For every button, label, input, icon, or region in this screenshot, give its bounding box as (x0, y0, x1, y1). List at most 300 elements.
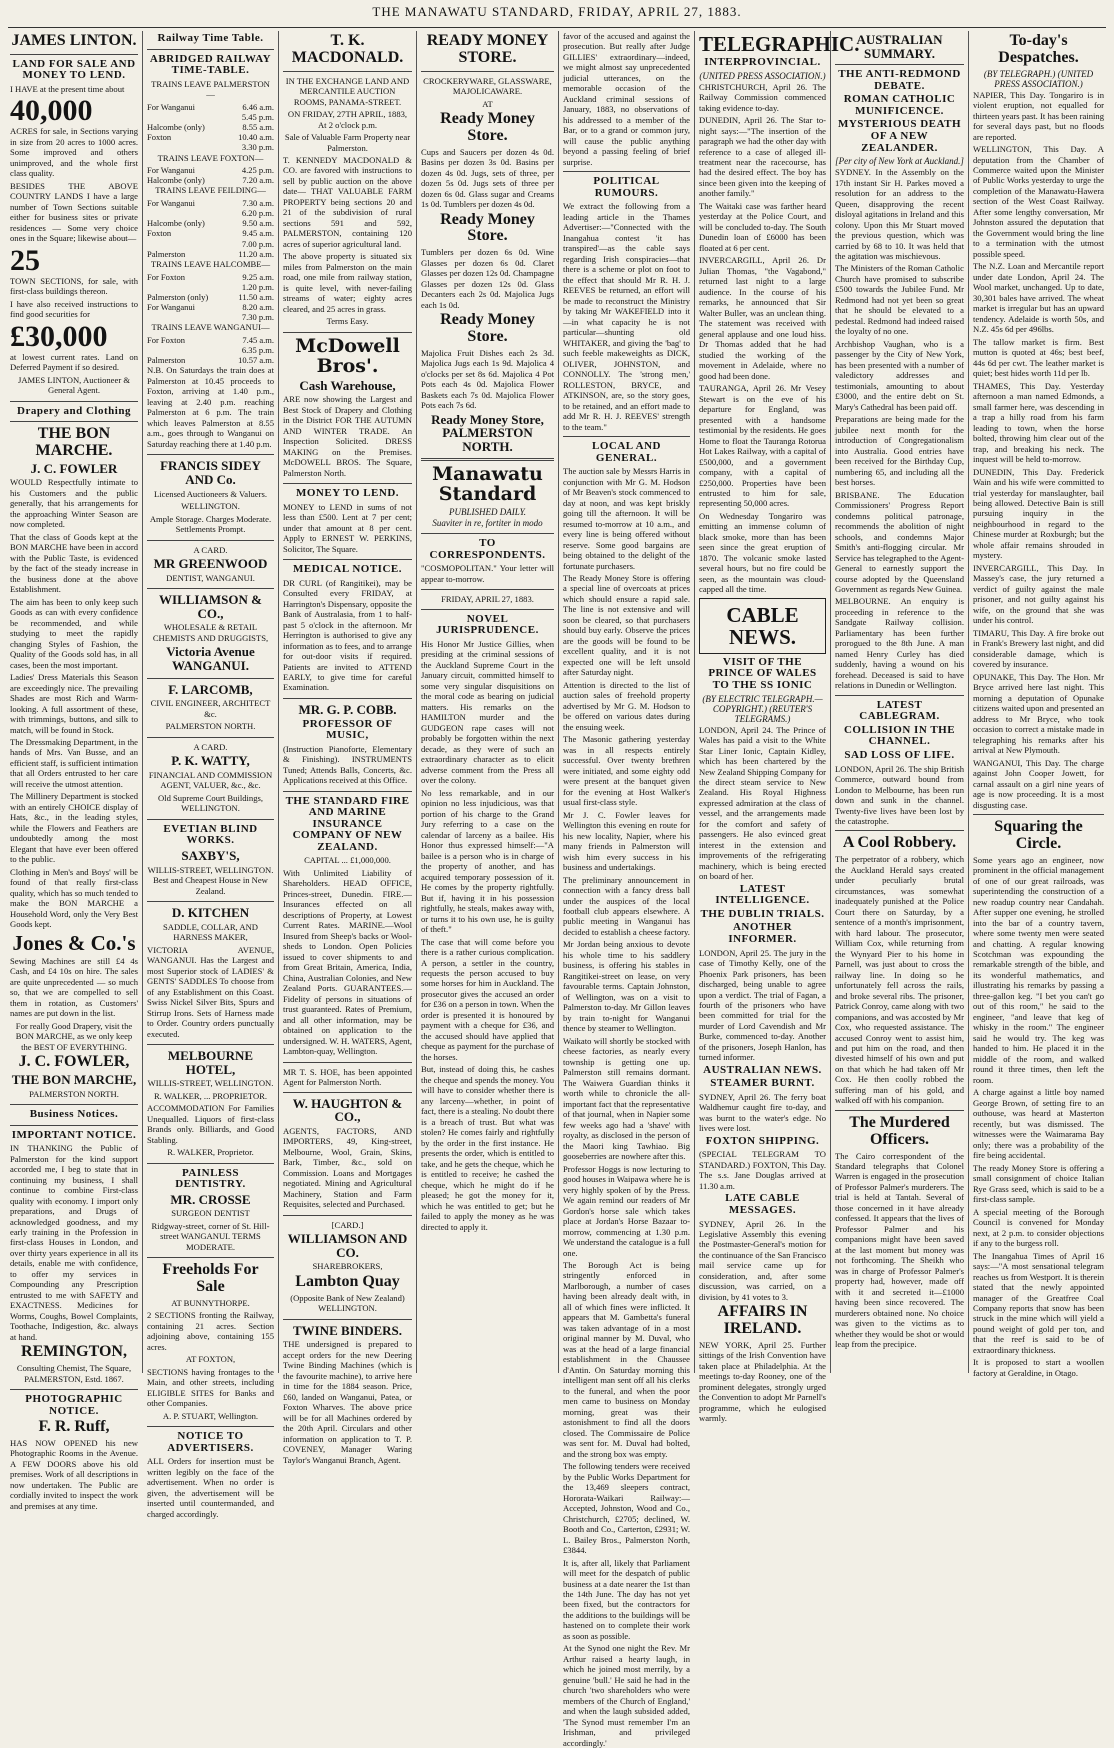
mcdowell-p: ARE now showing the Largest and Best Stock of Drapery and Clothing in the District FOR THE AUTUMN AND WINTER TRADE. An Inspection Solicited. DRESS MAKING on the Premises. McDOWELL BROS. The Square, Palmerston North. (283, 394, 412, 478)
timetable-row (147, 249, 274, 259)
ruff-name: F. R. Ruff, (38, 1418, 110, 1436)
local-heading: LOCAL AND GENERAL. (592, 440, 661, 464)
remington-sub: Consulting Chemist, The Square, PALMERSTON, Estd. 1867. (16, 1363, 132, 1384)
timetable-row (147, 198, 274, 208)
interprovincial-heading: INTERPROVINCIAL. (704, 56, 821, 69)
lambton-quay: Lambton Quay (295, 1272, 400, 1290)
ready-store-1: Ready Money Store. (440, 110, 535, 144)
timetable-row (147, 355, 274, 365)
standard-capital: CAPITAL ... £1,000,000. (304, 855, 391, 866)
collision-p: LONDON, April 26. The ship British Commerce, outward bound from London to Melbourne, has been run down and sunk in the channel. Twenty-five lives have been lost by the catastrophe. (835, 763, 964, 826)
crosse-p: Ridgway-street, corner of St. Hill-street WANGANUI. TERMS MODERATE. (151, 1220, 270, 1252)
cable-heading: CABLE NEWS. (726, 602, 799, 649)
timetable-destination: For Foxton (147, 334, 186, 345)
ready-at: AT (482, 98, 493, 109)
cobb-ad (283, 703, 412, 786)
drapery-heading: Drapery and Clothing (17, 404, 131, 417)
timetable-destination: Foxton (147, 228, 172, 239)
linton-p3: BESIDES THE ABOVE COUNTRY LANDS I have a large number of Town Sections suitable either for business sites or private residences — Some very choice ones in the Square; likewise about— (10, 180, 138, 244)
anti-redmond-heading: THE ANTI-REDMOND DEBATE. (838, 68, 961, 92)
timetable-destination: For Wanganui (147, 302, 196, 313)
summary-p2: The Ministers of the Roman Catholic Church have promised to subscribe £500 towards the Jubilee Fund. Mr Redmond had not yet been so great that he should be elevated to a pedestal. Redmond had indeed raised the loyalty of no one. (835, 263, 964, 337)
melbourne-sub: WILLIS-STREET, WELLINGTON. (147, 1078, 274, 1089)
adv-heading: NOTICE TO ADVERTISERS. (167, 1430, 254, 1454)
saxby-ad (147, 824, 274, 896)
correspondents-heading: TO CORRESPONDENTS. (429, 537, 546, 561)
dublin-heading: THE DUBLIN TRIALS. (700, 907, 825, 920)
macdonald-sub: IN THE EXCHANGE LAND AND MERCANTILE AUCTION ROOMS, PANAMA-STREET. (285, 75, 410, 107)
drapery-line: For really Good Drapery, visit the BON MARCHE, as we only keep the BEST OF EVERYTHING. (15, 1020, 133, 1052)
australian-heading: AUSTRALIAN NEWS. (703, 1063, 822, 1076)
freeholds-title: Freeholds For Sale (162, 1261, 259, 1296)
timetable-destination: For Wanganui (147, 101, 196, 112)
fowler-name-2: J. C. FOWLER, (18, 1053, 130, 1071)
walker-line: R. WALKER, ... PROPRIETOR. (153, 1090, 268, 1101)
correspondents (421, 538, 554, 584)
novel-continued: favor of the accused and against the prosecution. But really after Judge GILLIES' extraordinary—indeed, we might almost say unprecedented judicial utterances, on the memorable occasion of the Auckland criminal sessions of January, 1883, no observations of his addressed to a member of the Bar, or to a grand or common jury, will cause the public anything beyond a passing feeling of brief surprise. (563, 31, 690, 167)
despatch-3: The N.Z. Loan and Mercantile report under date London, April 24. The Wool market, unchanged. Up to date, 30,301 bales have arrived. The wheat market is irregular but has an upward tendency. Adelaide is worth 50s, and N.Z. 45s 6d per 496lbs. (973, 261, 1104, 335)
local-p11: The following tenders were received by the Public Works Department for the 13,469 sleepers contract, Hororata-Waikari Railway:—Accepted, Johnston, Wood and Co., Christchurch, £2705; declined, W. Booth and Co., Carterton, £2931; W. L. Bailey Bros., Palmerston North, £3844. (563, 1461, 690, 1556)
local-p6: The preliminary announcement in connection with a fancy dress ball under the auspices of the local football club appears elsewhere. A public meeting in Wanganui has decided to establish a cheese factory. (563, 874, 690, 937)
crosse-name: MR. CROSSE (170, 1191, 251, 1207)
greenwood-card: A CARD. (193, 544, 228, 555)
macdonald-terms: Terms Easy. (326, 316, 369, 327)
larcomb-sub: CIVIL ENGINEER, ARCHITECT &c. (150, 698, 271, 719)
foxton-shipping-p: (SPECIAL TELEGRAM TO STANDARD.) FOXTON, This Day. The s.s. Jane Douglas arrived at 11.30 a.m. (699, 1149, 826, 1191)
adv-p: ALL Orders for insertion must be written legibly on the face of the advertisement. When no order is given, the advertisement will be inserted until countermanded, and charged accordingly. (147, 1456, 274, 1519)
despatch-1: NAPIER, This Day. Tongariro is in violent eruption, not equalled for thirteen years past. It has been raining for several days past, but no floods are reported. (973, 89, 1104, 142)
timetable-destination (147, 345, 213, 355)
timetable-destination (147, 282, 227, 292)
rail-sec-1: TRAINS LEAVE PALMERSTON— (151, 78, 270, 100)
dublin-p: LONDON, April 25. The jury in the case of Timothy Kelly, one of the Phoenix Park prisoners, has been discharged, being unable to agree upon a verdict. The trial of Fagan, a fourth of the prisoners who have been committed for trial for the murder of Lord Cavendish and Mr Burke, commenced to-day. Another of the prisoners, Joseph Hanlon, has turned informer. (699, 947, 826, 1063)
saxby-name: SAXBY'S, (181, 847, 240, 863)
rail-title: ABRIDGED RAILWAY TIME-TABLE. (149, 52, 272, 77)
watty-name: P. K. WATTY, (171, 753, 250, 769)
local-p13: At the Synod one night the Rev. Mr Arthur raised a hearty laugh, in which he joined most merrily, by a genuine 'bull.' He said he had in the church 'two shareholders who were members of the Church of England,' and when the laugh subsided added, 'The Synod must remember I'm an Irishman, and privileged accordingly.' (563, 1643, 690, 1748)
reuter-line: (BY ELECTRIC TELEGRAPH.—COPYRIGHT.) (REUTER'S TELEGRAMS.) (702, 693, 823, 724)
foxton-p: SECTIONS having frontages to the Main, and other streets, including ELIGIBLE SITES for Banks and other Companies. (147, 1366, 274, 1409)
williamson2-sub: SHAREBROKERS, (312, 1261, 383, 1272)
bon-p2: That the class of Goods kept at the BON MARCHE have been in accord with the Public Taste, is evidenced by the fact of the steady increase in the business done at the above Establishment. (10, 531, 138, 595)
linton-p4: TOWN SECTIONS, for sale, with first-class buildings thereon. (10, 275, 138, 297)
money-ad (283, 488, 412, 554)
timetable-row (147, 282, 274, 292)
paper-sub: PUBLISHED DAILY. (449, 507, 526, 518)
circle-p5: The Inangahua Times of April 16 says:—"A most sensational telegram reaches us from Westport. It is therein stated that the newly appointed manager of the Greatfree Coal Company reports that snow has been struck in the mine which will yield a pound weight of gold per ton, and that the reef is said to be of extraordinary thickness. (973, 1250, 1104, 1355)
timetable-time: 11.20 a.m. (238, 248, 274, 259)
late-cable-heading: LATE CABLE MESSAGES. (725, 1192, 800, 1216)
despatch-5: THAMES, This Day. Yesterday afternoon a man named Edmonds, a small farmer here, was descending in a trap a hilly road from his farm leading to town, when the horse bolted, throwing him clear out of the trap, and breaking his neck. The inquest will be held to-morrow. (973, 380, 1104, 465)
williamson-sharebrokers-ad (283, 1220, 412, 1314)
timetable-row (147, 335, 274, 345)
lambton-sub: (Opposite Bank of New Zealand) WELLINGTON. (290, 1292, 405, 1314)
timetable-row (147, 208, 274, 218)
timetable-time: 5.45 p.m. (241, 111, 274, 122)
despatch-7: INVERCARGILL, This Day. In Massey's case, the jury returned a verdict of guilty against the male prisoner, and not guilty against his wife, on the ground that she was under his control. (973, 562, 1104, 626)
summary-p1: SYDNEY. In the Assembly on the 17th instant Sir H. Parkes moved a resolution for an address to the Queen, disapproving the recent disloyal agitations in Ireland and this colony. Upon this Mr Stuart moved the previous question, which was carried by 68 to 10. It was held that the agitation was mischievous. (835, 167, 964, 261)
timetable-time: 9.45 a.m. (242, 228, 274, 239)
timetable-row (147, 122, 274, 132)
column-2 (142, 31, 278, 1519)
macdonald-title: T. K. MACDONALD. (291, 32, 404, 66)
larcomb-ad (147, 683, 274, 732)
sad-heading: SAD LOSS OF LIFE. (844, 749, 955, 762)
ready-p: CROCKERYWARE, GLASSWARE, MAJOLICAWARE. (423, 75, 552, 97)
timetable-destination (147, 239, 226, 249)
mcdowell-ad (283, 334, 412, 478)
tel-p1: CHRISTCHURCH, April 26. The Railway Commission commenced taking evidence to-day. (699, 81, 826, 113)
sidey-town: WELLINGTON. (181, 501, 240, 512)
ready-money-ad (421, 33, 554, 453)
paper-motto: Suaviter in re, fortiter in modo (432, 518, 543, 529)
williamson-town: Victoria Avenue WANGANUI. (166, 644, 255, 674)
twine-ad (283, 1324, 412, 1465)
timetable-time: 3.30 p.m. (241, 142, 274, 153)
timetable-time: 9.50 a.m. (242, 218, 274, 229)
money-p: MONEY to LEND in sums of not less than £500. Lent at 7 per cent; under that amount at 8 per cent. Apply to ERNEST W. PERKINS, Solicitor, The Square. (283, 501, 412, 554)
ready-list-3: Majolica Fruit Dishes each 2s 3d. Majolica Jugs each 1s 9d. Majolica 4 o'clocks per set 8s 6d. Majolica 4 Pot Pots each 4s 0d. Majolica Flower Baskets each 7s 0d. Majolica Flower Pots each 7s 6d. (421, 347, 554, 411)
twine-title: TWINE BINDERS. (292, 1322, 403, 1338)
bon-p6: The Millinery Department is stocked with an entirely CHOICE display of Hats, &c., in the leading styles, while the Flowers and Feathers are undoubtedly among the most Elegant that have ever been offered to the public. (10, 791, 138, 865)
timetable-destination: For Wanganui (147, 165, 196, 176)
greenwood-ad (147, 545, 274, 584)
tel-p3: The Waitaki case was farther heard yesterday at the Police Court, and will be concluded to-day. The South Dunedin loan of £6000 has been floated at 6 per cent. (699, 200, 826, 253)
standard-insurance-ad (283, 796, 412, 1057)
medical-p: DR CURL (of Rangitikei), may be Consulted every FRIDAY, at Harrington's Dispensary, opposite the Bank of Australasia, from 1 to half-past 5 o'clock in the afternoon. Mr Herrington is authorised to give any information as to fees, and to arrange for out-door visits if required. Patients are invited to ATTEND EARLY, to give time for careful Examination. (283, 577, 412, 693)
rail-note: N.B. On Saturdays the train does at Palmerston at 10.45 proceeds to Foxton, arriving at 1.40 p.m., leaving at 2.40 p.m. reaching Palmerston at 6 p.m. The train which leaves Palmerston at 8.55 a.m., goes through to Wanganui on Saturday reaching there at 1.40 p.m. (147, 365, 274, 449)
linton-p5: I have also received instructions to find good securities for (10, 298, 138, 320)
money-heading: MONEY TO LEND. (295, 487, 400, 500)
novel-p4: But, instead of doing this, he cashes the cheque and spends the money. You will have to consider whether there is any larceny—whether, in point of fact, there is a stealing. No doubt there is a breach of trust. But what was stolen? He comes fairly and rightfully by the order in the first instance. He presents the order, which is entitled to take, and he gets the cheque, which he is entitled to receive; he cashed the cheque, which he might do if he pleased; he got the money for it, which he was entitled to get; but he failed to apply the money as he was directed to apply it. (421, 1064, 554, 1232)
robbery-heading: A Cool Robbery. (842, 834, 957, 852)
timetable-time: 7.30 p.m. (241, 312, 274, 323)
williamson-sub: WHOLESALE & RETAIL CHEMISTS AND DRUGGISTS, (152, 622, 269, 643)
kitchen-p: VICTORIA AVENUE, WANGANUI. Has the Largest and most Superior stock of LADIES' & GENTS' SADDLES To choose from of any Establishment on this Coast. Swiss Nickel Silver Bits, Spurs and Stirrup Irons. Sets of Harness made to Order. Country orders punctually executed. (147, 944, 274, 1039)
timetable-destination: Palmerston (147, 355, 186, 366)
painless-heading: PAINLESS DENTISTRY. (175, 1166, 246, 1191)
crosse-sub: SURGEON DENTIST (171, 1208, 250, 1219)
larcomb-name: F. LARCOMB, (168, 681, 253, 697)
timetable-destination: Halcombe (only) (147, 175, 205, 186)
bunny-heading: AT BUNNYTHORPE. (171, 1297, 250, 1308)
summary-heading: AUSTRALIAN SUMMARY. (856, 32, 943, 61)
rail-table-3 (147, 198, 274, 259)
timetable-time: 7.30 a.m. (242, 197, 274, 208)
timetable-destination: Halcombe (only) (147, 218, 205, 229)
despatch-9: OPUNAKE, This Day. The Hon. Mr Bryce arrived here last night. This morning a deputation of Opunake citizens waited upon and presented an address to Mr Bryce, who took occasion to correct a mistake made in telegraphing his remarks after his arrival at New Plymouth. (973, 671, 1104, 756)
timetable-time: 9.25 a.m. (242, 271, 274, 282)
tel-p4: INVERCARGILL, April 26. Dr Julian Thomas, "the Vagabond," returned last night to a large audience. In the course of his remarks, he announced that Sir Walter Buller, was an unclean thing. The statement was received with general applause and one loud hiss. Dr Thomas added that he had studied the working of the movement in Adelaide, where no good had been done. (699, 255, 826, 381)
circle-p: Some years ago an engineer, now prominent in the official management of one of our great railroads, was superintending the construction of a new roadup country near Candahah. After supper one evening, he strolled into the bar of a country tavern, where some twenty men were seated and chatting. A regular knowing Scotchman was expounding the remarkable strength of the bible, and its wonderful mathematics, and illustrating his remarks by passing a three-gallon keg. "I bet you can't go out of this room," he said to the engineer, "and leave that keg of whisky in the room." The engineer said he would try. The keg was handed to him. He placed it in the middle of the room, and walked round it three times, then left the room. (973, 854, 1104, 1085)
timetable-row (147, 272, 274, 282)
foxton-shipping-heading: FOXTON SHIPPING. (705, 1134, 820, 1147)
sidey-p: Ample Storage. Charges Moderate. Settlements Prompt. (149, 513, 272, 535)
timetable-row (147, 228, 274, 238)
column-4 (416, 31, 558, 1373)
australian-p: SYDNEY, April 26. The ferry boat Waldhemur caught fire to-day, and was burnt to the water's edge. No lives were lost. (699, 1092, 826, 1134)
munificence-heading: ROMAN CATHOLIC MUNIFICENCE. (843, 93, 956, 117)
melbourne-hotel-ad (147, 1049, 274, 1158)
stuart-sig: A. P. STUART, Wellington. (162, 1410, 259, 1421)
bon-marche-title: THE BON MARCHE. (35, 425, 113, 459)
linton-acres: 40,000 (10, 94, 93, 128)
important-heading: IMPORTANT NOTICE. (11, 1128, 137, 1141)
masthead: THE MANAWATU STANDARD, FRIDAY, APRIL 27, 1883. (372, 4, 742, 19)
remington-name: REMINGTON, (21, 1343, 127, 1361)
steamer-heading: STEAMER BURNT. (710, 1077, 815, 1090)
cobb-name: MR. G. P. COBB. (298, 701, 397, 717)
timetable-row (147, 142, 274, 152)
tel-p6: On Wednesday Tongariro was emitting an immense column of black smoke, more than has been seen since the great eruption of 1870. The volcanic smoke lasted several hours, but no fire could be seen, as the mountain was cloud-capped all the time. (699, 510, 826, 595)
masthead-rule (8, 27, 1106, 28)
press-assoc: (UNITED PRESS ASSOCIATION.) (699, 70, 826, 81)
medical-ad (283, 564, 412, 693)
local-p2: The Ready Money Store is offering a special line of overcoats at prices which should ensure a rapid sale. The line is not extensive and will soon be cleared, so that purchasers should buy early. Observe the prices are the goods will be found to be excellent quality, and it is not expected one will be left unsold after Saturday night. (563, 572, 690, 678)
timetable-time: 6.35 p.m. (241, 345, 274, 356)
timetable-row (147, 312, 274, 322)
walker-sig: R. WALKER, Proprietor. (167, 1147, 254, 1158)
timetable-time: 8.55 a.m. (242, 121, 274, 132)
correspondents-p: "COSMOPOLITAN." Your letter will appear to-morrow. (421, 563, 554, 584)
watty-sub: FINANCIAL AND COMMISSION AGENT, VALUER, &c., &c. (148, 769, 273, 791)
timetable-row (147, 302, 274, 312)
timetable-time: 10.57 a.m. (238, 355, 274, 366)
murdered-heading: The Murdered Officers. (849, 1113, 950, 1148)
bon-p5: The Dressmaking Department, in the hands of Mrs. Van Busse, and an efficient staff, is sufficient intimation that all Orders entrusted to her care will receive the utmost attention. (10, 736, 138, 789)
bon-p1: WOULD Respectfully intimate to his Customers and the public generally, that his arrangements for the approaching Winter Season are now completed. (10, 477, 138, 530)
mysterious-heading: MYSTERIOUS DEATH OF A NEW ZEALANDER. (837, 118, 961, 154)
macdonald-date: ON FRIDAY, 27TH APRIL, 1883, At 2 o'clock p.m. (287, 109, 408, 130)
rail-sec-2: TRAINS LEAVE FOXTON— (157, 152, 264, 163)
railway-timetable (147, 54, 274, 450)
freeholds-ad (147, 1262, 274, 1421)
rail-sec-3: TRAINS LEAVE FEILDING— (155, 185, 266, 196)
column-3 (278, 31, 416, 1465)
watty-ad (147, 742, 274, 814)
standard-title: THE STANDARD FIRE AND MARINE INSURANCE COMPANY OF NEW ZEALAND. (285, 794, 410, 853)
circle-p3: The ready Money Store is offering a small consignment of choice Italian Rye Grass seed, which is said to be a first-class sample. (973, 1162, 1104, 1205)
local-p1: The auction sale by Messrs Harris in conjunction with Mr G. M. Hodson of Mr Beaven's stock commenced to day at noon, and was kept briskly going till the afternoon. It will be resumed to-morrow at 10 a.m., and every line is being offered without reserve. Some good bargains are being obtained to the delight of the fortunate purchasers. (563, 466, 690, 571)
jones-p: Sewing Machines are still £4 4s Cash, and £4 10s on hire. The sales are quite unprecedented — so much so, that we are compelled to sell them in rotation, as Customers' names are put down in the list. (10, 955, 138, 1019)
circle-p4: A special meeting of the Borough Council is convened for Monday next, at 2 p.m. to consider objections if any to the burgess roll. (973, 1206, 1104, 1249)
telegraphic-heading: TELEGRAPHIC. (699, 32, 860, 56)
timetable-row (147, 175, 274, 185)
rail-table-5 (147, 335, 274, 366)
cobb-sub: PROFESSOR OF MUSIC, (302, 717, 393, 742)
timetable-destination (147, 312, 227, 322)
circle-p2: A charge against a little boy named George Brown, of setting fire to an outhouse, was heard at Masterton recently, but was dismissed. The witnesses were the Waimarama Bay only; there was a probability of the fire being accidental. (973, 1087, 1104, 1161)
macdonald-p1: Sale of Valuable Farm Property near Palmerston. (284, 132, 411, 153)
timetable-destination (147, 142, 225, 152)
greenwood-name: MR GREENWOOD (153, 556, 268, 572)
rail-sec-5: TRAINS LEAVE WANGANUI— (151, 322, 270, 333)
sidey-title: FRANCIS SIDEY AND Co. (160, 458, 261, 487)
despatches-assoc: (BY TELEGRAPH.) (UNITED PRESS ASSOCIATION.) (983, 68, 1094, 89)
local-p5: Mr J. C. Fowler leaves for Wellington this evening en route for his new locality, Napier, where his many friends in Palmerston will wish him every success in his business and undertakings. (563, 809, 690, 873)
novel-p1: His Honor Mr Justice Gillies, when presiding at the criminal sessions of the Auckland Supreme Court in the January circuit, committed himself to some very singular disquisitions on the moral code as bearing on judicial matters. His remarks on the HAMILTON murder and the GUDGEON rape cases will not probably be forgotten within the next decade, as they were of such an extraordinary character as to elicit adverse comment from the Press all over the colony. (421, 638, 554, 786)
timetable-row (147, 165, 274, 175)
local-p4: The Masonic gathering yesterday was in all respects entirely successful. Over twenty brethren were initiated, and some eighty odd were present at the banquet given for the evening at Host Walker's usual first-class style. (563, 734, 690, 808)
melbourne-p: ACCOMMODATION For Families Unequalled. Liquors of first-class Brands only. Billiards, and Good Stabling. (147, 1103, 274, 1145)
ready-list-1: Cups and Saucers per dozen 4s 0d. Basins per dozen 3s 0d. Basins per dozen 4s 0d. Jugs, sets of three, per dozen 5s 0d. Jugs sets of three per dozen 6s 0d. Glass sugar and Creams 1s 0d. Tumblers per dozen 4s 0d. (421, 146, 554, 210)
linton-sig: JAMES LINTON, Auctioneer & General Agent. (17, 374, 131, 396)
informer-heading: ANOTHER INFORMER. (728, 921, 797, 946)
local-p10: The Borough Act is being stringently enforced in Marlborough, a number of cases having been already dealt with, in all of which fines were inflicted. It appears that M. Gambetta's funeral was taken advantage of in a most original manner by M. Duval, who was at the head of a large financial establishment in the Chaussee d'Antin. On Saturday morning this intelligent man sent off all his clerks to the funeral, and when the poor men came to business on Monday morning, great was their astonishment to find all the doors closed. The Commissaire de Police was sent for. M. Duval had bolted, and the strong box was empty. (563, 1259, 690, 1459)
standard-p: With Unlimited Liability of Shareholders. HEAD OFFICE, Princes-street, Dunedin. FIRE.—Insurances effected on all descriptions of Property, at Lowest Current Rates. MARINE.—Wool Insured from Sheep's backs or Wool-sheds to London. Open Policies issued to cover shipments to and from Great Britain, America, India, China, Australian Colonies, and New Zealand Ports. GUARANTEES.—Fidelity of persons in situations of trust guaranteed. Rates of Premium, and all other information, may be obtained on application to the undersigned. W. H. WATERS, Agent, Lambton-quay, Wellington. (283, 867, 412, 1057)
williamson-name: WILLIAMSON & CO., (159, 592, 262, 621)
cobb-p: (Instruction Pianoforte, Elementary & Finishing). INSTRUMENTS Tuned; Attends Balls, Concerts, &c. Applications received at this Office. (283, 743, 412, 786)
timetable-row (147, 292, 274, 302)
latest-cable-heading: LATEST CABLEGRAM. (859, 698, 940, 723)
novel-heading: NOVEL JURISPRUDENCE. (436, 612, 539, 637)
summary-p5: BRISBANE. The Education Commissioners' Progress Report condemns political patronage, recommends the abolition of night schools, and condemns Major Smith's anti-flogging circular. Mr Service has telegraphed to the Agent-General to earnestly support the course adopted by the Queensland Government as regards New Guinea. (835, 489, 964, 594)
rail-table-4 (147, 272, 274, 323)
watty-card: A CARD. (193, 741, 228, 752)
tel-p5: TAURANGA, April 26. Mr Vesey Stewart is on the eve of his departure for England, was presented with a handsome testimonial by the residents. He goes Home to float the Tauranga Rotorua Hot Lakes Railway, with a capital of £500,000, and a government company, with a capital of £250,000. Properties have been entrusted to him for sale, representing 50,000 acres. (699, 383, 826, 509)
local-p8: Waikato will shortly be stocked with cheese factories, as nearly every township is getting one up. Palmerston still remains dormant. The Waiwera Guardian thinks it worth while to chronicle the all-important fact that the representative of that journal, when in Napier some few weeks ago had a 'shave' with royalty, as disclosed in the person of the Maori king Tawhiao. Big gooseberries are nowhere after this. (563, 1035, 690, 1162)
williamson-ad (147, 593, 274, 673)
timetable-time: 7.45 a.m. (242, 334, 274, 345)
murdered-p: The Cairo correspondent of the Standard telegraphs that Colonel Warren is engaged in the prosecution of Professor Palmer's murderers. The trial is held at Tantah. Several of those concerned in it have already confessed. It appears that the lives of Professor Palmer and his companions might have been saved at the last moment but money was not forthcoming. The Sheikh who was in charge of Professor Palmer's property had, however, made off with it and secreted it—£1000 having been since recovered. The murderers obtained none. No choice was given to the victims as to whether they would be shot or would leap from the precipice. (835, 1150, 964, 1350)
kitchen-ad (147, 906, 274, 1039)
timetable-time: 4.25 p.m. (241, 165, 274, 176)
collision-heading: COLLISION IN THE CHANNEL. (843, 723, 956, 748)
bon-p4: Ladies' Dress Materials this Season are exceedingly nice. The prevailing Shades are most Rich and Warm-looking. A full assortment of these, with trimmings, buttons, and silk to match, will be found in Stock. (10, 672, 138, 735)
timetable-row (147, 239, 274, 249)
williamson-card: [CARD.] (331, 1219, 364, 1230)
mcdowell-title: McDowell Bros'. (295, 334, 400, 377)
timetable-time: 1.20 p.m. (241, 281, 274, 292)
larcomb-town: PALMERSTON NORTH. (165, 721, 256, 732)
timetable-time: 6.46 a.m. (242, 101, 274, 112)
local-p7: Mr Jordan being anxious to devote his whole time to his saddlery business, is offering his stables in Rangitikei-street on lease, on very favourable terms. Captain Johnston, of Wellington, was on a visit to Palmerston to-day. Mr Gillon leaves by train to-night for Wanganui thence by steamer to Wellington. (563, 939, 690, 1034)
latest-heading: LATEST INTELLIGENCE. (715, 882, 810, 907)
despatch-10: WANGANUI, This Day. The charge against John Cooper Jowett, for carnal assault on a girl nine years of age is now proceeding. It is a most disgusting case. (973, 757, 1104, 810)
column-6 (694, 31, 860, 1424)
sidey-sub: Licensed Auctioneers & Valuers. (154, 488, 267, 499)
rail-table-2 (147, 165, 274, 185)
circle-heading: Squaring the Circle. (994, 818, 1083, 852)
important-notice (10, 1130, 138, 1385)
novel-jurisprudence (421, 614, 554, 1232)
political-p: We extract the following from a leading article in the Thames Advertiser:—"Connected with the Inangahua contest 'it has transpired'—as the cable says regarding Irish conspiracies—that there is a scheme or plot on foot to the effect that should Mr R. H. J. REEVES be returned, an effort will be made to reconstruct the Ministry by taking Mr WAKEFIELD into it—in what capacity he is not particular—shunting old WHITAKER, and giving the 'bag' to such feeble makeweights as DICK, OLIVER, JOHNSTON, and CONNOLLY. The 'strong men,' ROLLESTON, BRYCE, and ATKINSON, are, so the story goes, to be retained, and an effort made to add Mr R. H. J. REEVES' strength to the team." (563, 201, 690, 432)
linton-p2: ACRES for sale, in Sections varying in size from 20 acres to 1000 acres. Some improved and others unimproved, and the whole first class quality. (10, 126, 138, 179)
rail-table-1 (147, 102, 274, 153)
advertisers-notice (147, 1431, 274, 1519)
column-5 (558, 31, 694, 1748)
column-1 (6, 31, 142, 1511)
mcdowell-sub: Cash Warehouse, (299, 377, 396, 393)
blind-works: EVETIAN BLIND WORKS. (163, 822, 258, 847)
saxby-p: WILLIS-STREET, WELLINGTON. Best and Cheapest House in New Zealand. (147, 864, 274, 896)
crosse-ad (147, 1168, 274, 1253)
timetable-time: 6.20 p.m. (241, 208, 274, 219)
ready-store-2: Ready Money Store. (440, 210, 535, 245)
paper-nameplate (421, 465, 554, 528)
bon-p7: Clothing in Men's and Boys' will be found of that really first-class quality, which has so much tended to make the BON MARCHE a Household Word, only the Very Best Goods kept. (10, 866, 138, 930)
medical-heading: MEDICAL NOTICE. (293, 563, 402, 576)
summary-p4: Preparations are being made for the jubilee next month for the introduction of Congregationalism into Australia. Good entries have been received for the Birthday Cup, numbering 65, and including all the best horses. (835, 414, 964, 488)
circle-p6: It is proposed to start a woollen factory at Geraldine, in Otago. (973, 1357, 1104, 1378)
linton-money: £30,000 (10, 319, 108, 353)
haughton-ad (283, 1097, 412, 1210)
ready-store-3: Ready Money Store. (440, 311, 535, 345)
ready-foot: Ready Money Store, PALMERSTON NORTH. (431, 411, 544, 454)
macdonald-ad (283, 33, 412, 327)
linton-ad (10, 33, 138, 396)
kitchen-sub: SADDLE, COLLAR, AND HARNESS MAKER, (162, 921, 258, 943)
melbourne-name: MELBOURNE HOTEL, (167, 1048, 254, 1077)
despatch-4: The tallow market is firm. Best mutton is quoted at 46s; best beef, 44s 6d per cwt. The leather market is quiet; best hides worth 11d per lb. (973, 336, 1104, 379)
cable-banner (699, 598, 826, 654)
paper-title: Manawatu Standard (432, 463, 543, 506)
timetable-row (147, 112, 274, 122)
timetable-destination: Palmerston (only) (147, 291, 209, 302)
fowler-name: J. C. FOWLER (30, 460, 118, 476)
bon-address: PALMERSTON NORTH. (29, 1088, 119, 1099)
timetable-row (147, 132, 274, 142)
bon-p3: The aim has been to only keep such Goods as can with every confidence be recommended, and while studying to meet the rapidly changing Styles of Fashion, the Quality of the Goods sold has, in all cases, been the most important. (10, 596, 138, 670)
political-heading: POLITICAL RUMOURS. (593, 175, 660, 199)
visit-heading: VISIT OF THE PRINCE OF WALES TO THE SS IONIC (708, 655, 817, 692)
timetable-time: 8.20 a.m. (242, 302, 274, 313)
late-cable-p: SYDNEY, April 26. In the Legislative Assembly this evening the Postmaster-General's motion for the continuance of the San Francisco mail service came up for consideration, and, after some discussion, was carried, on a division, by 41 votes to 3. (699, 1218, 826, 1302)
greenwood-sub: DENTIST, WANGANUI. (166, 572, 255, 583)
ireland-heading: AFFAIRS IN IRELAND. (717, 1303, 808, 1338)
rail-sec-4: TRAINS LEAVE HALCOMBE— (150, 259, 271, 270)
issue-date: FRIDAY, APRIL 27, 1883. (441, 594, 534, 605)
timetable-row (147, 345, 274, 355)
timetable-destination (147, 112, 225, 122)
robbery-p: The perpetrator of a robbery, which the Auckland Herald says created under peculiarly brutal circumstances, was somewhat inadequately punished at the Police Court there on Saturday, by a sentence of a month's imprisonment, with hard labour. The prosecutor, William Cox, while returning from the Wynyard Pier to his home in Parnell, was just about to cross the railway line. In doing so he unfortunately fell across the rails, and broke several ribs. The prisoner, Patrick Conroy, came along with two companions, and was accosted by Mr Cox, who requested assistance. The accused Conroy went to assist him, and put him on the road, and then divested himself of his own and put on that which he had taken off Mr Cox. He then coolly robbed the suffering man of his gold, and walked off with his companion. (835, 854, 964, 1106)
twine-p: THE undersigned is prepared to accept orders for the new Deering Twine Binding Machines (which is the favourite machine), to arrive here in time for the 1884 season. Price, £60, landed on Wanganui, Patea, or Foxton Wharves. The above price will be for all Machines ordered by the 20th April. Circulars and other information on application to T. P. COVENEY, Manager Waring Taylor's Wanganui Branch, Agent. (283, 1339, 412, 1465)
despatch-6: DUNEDIN, This Day. Frederick Wain and his wife were committed to trial yesterday for manslaughter, bail being allowed. Detective Bain is still pursuing inquiry in the neighbourhood in regard to the Chinese murder at Roxburgh; but the whole affair remains shrouded in mystery. (973, 466, 1104, 561)
haughton-p: AGENTS, FACTORS, AND IMPORTERS, 49, King-street, Melbourne, Wool, Grain, Skins, Bark, Timber, &c., sold on Commission. Loans and Mortgages negotiated. Mining and Agricultural Machinery, Station and Farm Requisites, selected and Purchased. (283, 1125, 412, 1210)
timetable-time: 7.00 p.m. (241, 238, 274, 249)
linton-p1: I HAVE at the present time about (10, 83, 125, 94)
timetable-time: 10.40 a.m. (238, 132, 274, 143)
linton-p6: at lowest current rates. Land on Deferred Payment if so desired. (10, 351, 138, 373)
timetable-row (147, 218, 274, 228)
timetable-time: 11.50 a.m. (238, 291, 274, 302)
linton-title: JAMES LINTON. (11, 32, 137, 49)
summary-p3: Archbishop Vaughan, who is a passenger by the City of New York, has been presented with a number of valedictory addresses and testimonials, amounting to about £3000, and the entire debt on St. Mary's Cathedral has been paid off. (835, 338, 964, 412)
timetable-destination: For Foxton (147, 271, 186, 282)
kitchen-name: D. KITCHEN (171, 905, 250, 921)
bunny-p: 2 SECTIONS fronting the Railway, containing 21 acres. Section adjoining above, containing 155 acres. (147, 1310, 274, 1352)
timetable-row (147, 102, 274, 112)
linton-sub: LAND FOR SALE AND MONEY TO LEND. (12, 57, 136, 82)
bon-marche-title-2: THE BON MARCHE, (11, 1071, 137, 1087)
local-p3: Attention is directed to the list of auction sales of freehold property advertised by Mr G. M. Hodson to be offered on various dates during the ensuing week. (563, 679, 690, 732)
novel-p3: The case that will come before you there is a rather curious complication. A person, a settler in the country, requests the person accused to buy some horses for him in Auckland. The prosecutor gives the accused an order for £36 on a person in town. When the order is presented it is honoured by payment with a cheque for £36, and the accused should have applied that cheque as payment for the purchase of the horses. (421, 936, 554, 1062)
local-p9: Professor Hoggs is now lecturing to good houses in Waipawa where he is very highly spoken of by the Press. We again remind our readers of Mr Gordon's horse sale which takes place at Jordan's Horse Bazaar to-morrow, commencing at 1.30 p.m. We understand the catalogue is a full one. (563, 1163, 690, 1258)
timetable-destination (147, 208, 226, 218)
important-p: IN THANKING the Public of Palmerston for the kind support accorded me, I beg to state that in continuing my business, I shall continue to combine First-class quality with economy. I import only preparations, and Drugs of acknowledged goodness, and my early training in the Profession in first-class Houses in London, and over thirty years experience in all its details, enable me with confidence, to offer my services in Compounding any Prescription entrusted to me with SAFETY and EXACTNESS. Medicines for Worms, Coughs, Bowel Complaints, Toothache, Indigestion, &c. always at hand. (10, 1143, 138, 1342)
tel-p2: DUNEDIN, April 26. The Star to-night says:—"The insertion of the paragraph we had the other day with reference to a case of alleged ill-treatment near the racecourse, has had the desired effect. The boy has since been given into the keeping of another family." (699, 115, 826, 199)
column-7 (830, 31, 968, 1373)
bon-marche-ad (10, 426, 138, 1099)
haughton-name: W. HAUGHTON & CO., (292, 1095, 403, 1125)
timetable-time: 7.20 a.m. (242, 175, 274, 186)
sidey-ad (147, 459, 274, 534)
novel-p2: No less remarkable, and in our opinion no less injudicious, was that portion of his charge to the Grand Jury referring to a case on the calendar of larceny as a bailee. His Honor thus expressed himself:—"A bailee is a person who is in charge of the property of another, and has acquired temporary possession of it. He comes by the property rightfully. But if, having it in his possession rightfully, he steals, makes away with, or turns it to his own use, he is guilty of theft." (421, 787, 554, 935)
summary-p6: MELBOURNE. An enquiry is proceeding in reference to the Sandgate Railway collision. Parliamentary has been further prorogued to the 8th June. A man named Henry Curley has died suddenly, having a wound on his forehead. Deceased is said to have relations in Dunedin or Wellington. (835, 596, 964, 691)
despatch-8: TIMARU, This Day. A fire broke out in Frank's Brewery last night, and did considerable damage, which is covered by insurance. (973, 627, 1104, 670)
macdonald-p2: T. KENNEDY MACDONALD & CO. are favored with instructions to sell by public auction on the above date— THAT VALUABLE FARM PROPERTY being sections 20 and 21 of the subdivision of rural sections 591 and 592, PALMERSTON, containing 120 acres of superior agricultural land. (283, 154, 412, 249)
ready-title: READY MONEY STORE. (426, 32, 549, 66)
